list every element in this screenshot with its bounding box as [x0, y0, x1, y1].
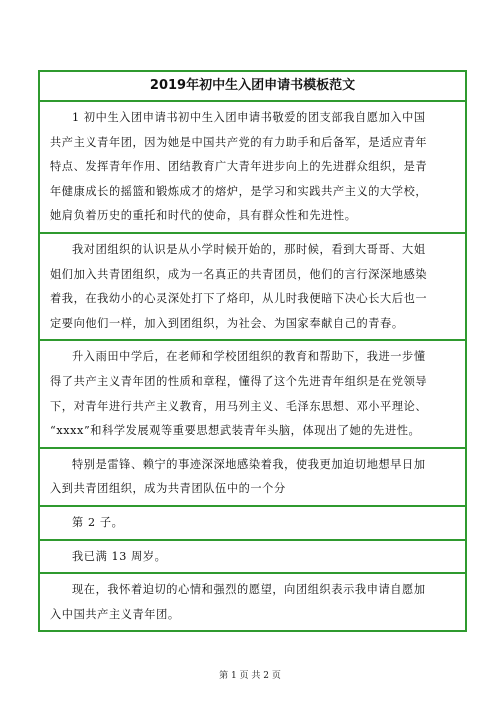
paragraph-1 — [40, 102, 465, 234]
paragraph-6 — [40, 541, 465, 575]
paragraph-line: 姐们加入共青团组织，成为一名真正的共青团员，他们的言行深深地感染 — [50, 267, 428, 281]
paragraph-line: 共产主义青年团，因为她是中国共产党的有力助手和后备军，是适应青年 — [50, 135, 428, 149]
paragraph-line: 得了共产主义青年团的性质和章程，懂得了这个先进青年组织是在党领导 — [50, 374, 428, 388]
paragraph-line: 特别是雷锋、赖宁的事迹深深地感染着我，使我更加迫切地想早日加 — [72, 457, 426, 471]
paragraph-line: 我对团组织的认识是从小学时候开始的，那时候，看到大哥哥、大姐 — [72, 242, 426, 256]
paragraph-line: 我已满 13 周岁。 — [72, 549, 167, 563]
paragraph-line: 升入雨田中学后，在老师和学校团组织的教育和帮助下，我进一步懂 — [72, 350, 426, 364]
paragraph-line: 1 初中生入团申请书初中生入团申请书敬爱的团支部我自愿加入中国 — [72, 111, 426, 124]
paragraph-line: 着我，在我幼小的心灵深处打下了烙印，从儿时我便暗下决心长大后也一 — [50, 292, 428, 306]
paragraph-line: 第 2 子。 — [72, 515, 124, 529]
paragraph-line: 特点、发挥青年作用、团结教育广大青年进步向上的先进群众组织，是青 — [50, 160, 428, 174]
paragraph-line: 她肩负着历史的重托和时代的使命，具有群众性和先进性。 — [50, 209, 357, 223]
paragraph-line: 现在，我怀着迫切的心情和强烈的愿望，向团组织表示我申请自愿加 — [72, 583, 426, 597]
paragraph-3 — [40, 341, 465, 448]
paragraph-2 — [40, 234, 465, 341]
page-number: 第 1 页 共 2 页 — [219, 671, 281, 681]
document-table — [38, 70, 467, 632]
document-title: 2019年初中生入团申请书模板范文 — [40, 72, 465, 102]
paragraph-5 — [40, 507, 465, 541]
paragraph-7 — [40, 574, 465, 632]
paragraph-line: 定要向他们一样，加入到团组织，为社会、为国家奉献自己的青春。 — [50, 316, 404, 330]
paragraph-line: 入中国共产主义青年团。 — [50, 607, 180, 621]
paragraph-line: 下，对青年进行共产主义教育，用马列主义、毛泽东思想、邓小平理论、 — [50, 399, 428, 413]
paragraph-4 — [40, 449, 465, 507]
paragraph-line: 入到共青团组织，成为共青团队伍中的一个分 — [50, 482, 286, 496]
paragraph-line: 年健康成长的摇篮和锻炼成才的熔炉，是学习和实践共产主义的大学校， — [50, 184, 428, 198]
paragraph-line: “xxxx”和科学发展观等重要思想武装青年头脑，体现出了她的先进性。 — [50, 424, 421, 438]
